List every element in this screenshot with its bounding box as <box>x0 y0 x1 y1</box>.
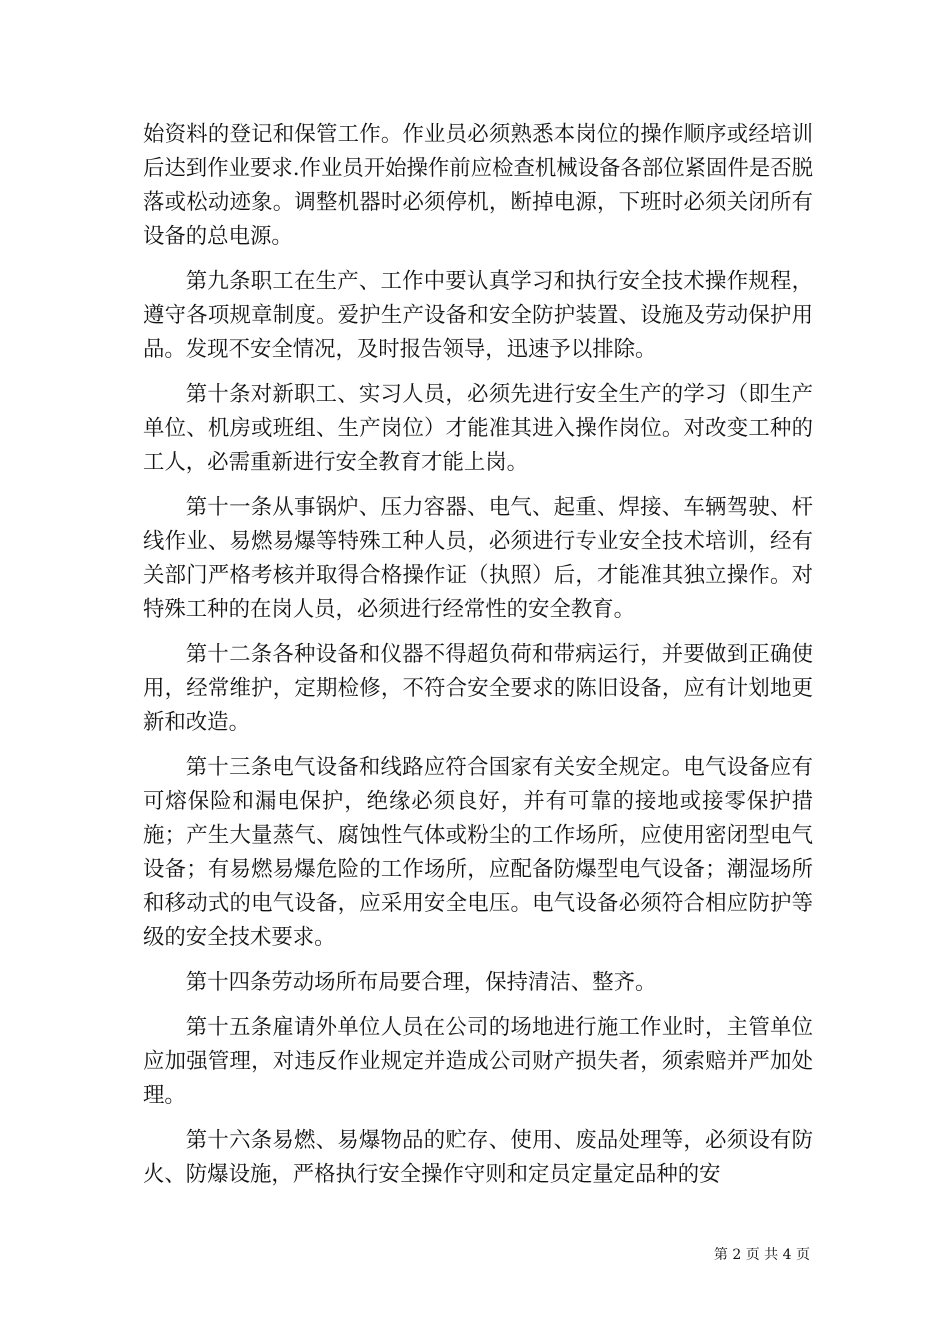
page-number: 第 2 页 共 4 页 <box>713 1247 810 1263</box>
document-body <box>143 118 813 1203</box>
paragraph-continuation: 始资料的登记和保管工作。作业员必须熟悉本岗位的操作顺序或经培训后达到作业要求.作业员开始操作前应检查机械设备各部位紧固件是否脱落或松动迹象。调整机器时必须停机，断掉电源，下班时必须关闭所有设备的总电源。 <box>143 122 813 249</box>
paragraph-article-11: 第十一条从事锅炉、压力容器、电气、起重、焊接、车辆驾驶、杆线作业、易燃易爆等特殊工种人员，必须进行专业安全技术培训，经有关部门严格考核并取得合格操作证（执照）后，才能准其独立操作。对特殊工种的在岗人员，必须进行经常性的安全教育。 <box>143 495 813 622</box>
paragraph-article-14: 第十四条劳动场所布局要合理，保持清洁、整齐。 <box>185 970 657 995</box>
paragraph-article-15: 第十五条雇请外单位人员在公司的场地进行施工作业时，主管单位应加强管理，对违反作业规定并造成公司财产损失者，须索赔并严加处理。 <box>143 1015 813 1108</box>
paragraph-article-13: 第十三条电气设备和线路应符合国家有关安全规定。电气设备应有可熔保险和漏电保护，绝缘必须良好，并有可靠的接地或接零保护措施；产生大量蒸气、腐蚀性气体或粉尘的工作场所，应使用密闭型电气设备；有易燃易爆危险的工作场所，应配备防爆型电气设备；潮湿场所和移动式的电气设备，应采用安全电压。电气设备必须符合相应防护等级的安全技术要求。 <box>143 755 813 950</box>
paragraph-article-12: 第十二条各种设备和仪器不得超负荷和带病运行，并要做到正确使用，经常维护，定期检修，不符合安全要求的陈旧设备，应有计划地更新和改造。 <box>143 642 813 735</box>
paragraph-article-9: 第九条职工在生产、工作中要认真学习和执行安全技术操作规程，遵守各项规章制度。爱护生产设备和安全防护装置、设施及劳动保护用品。发现不安全情况，及时报告领导，迅速予以排除。 <box>143 269 813 362</box>
paragraph-article-16: 第十六条易燃、易爆物品的贮存、使用、废品处理等，必须设有防火、防爆设施，严格执行安全操作守则和定员定量定品种的安 <box>143 1128 813 1187</box>
paragraph-article-10: 第十条对新职工、实习人员，必须先进行安全生产的学习（即生产单位、机房或班组、生产岗位）才能准其进入操作岗位。对改变工种的工人，必需重新进行安全教育才能上岗。 <box>143 382 813 475</box>
